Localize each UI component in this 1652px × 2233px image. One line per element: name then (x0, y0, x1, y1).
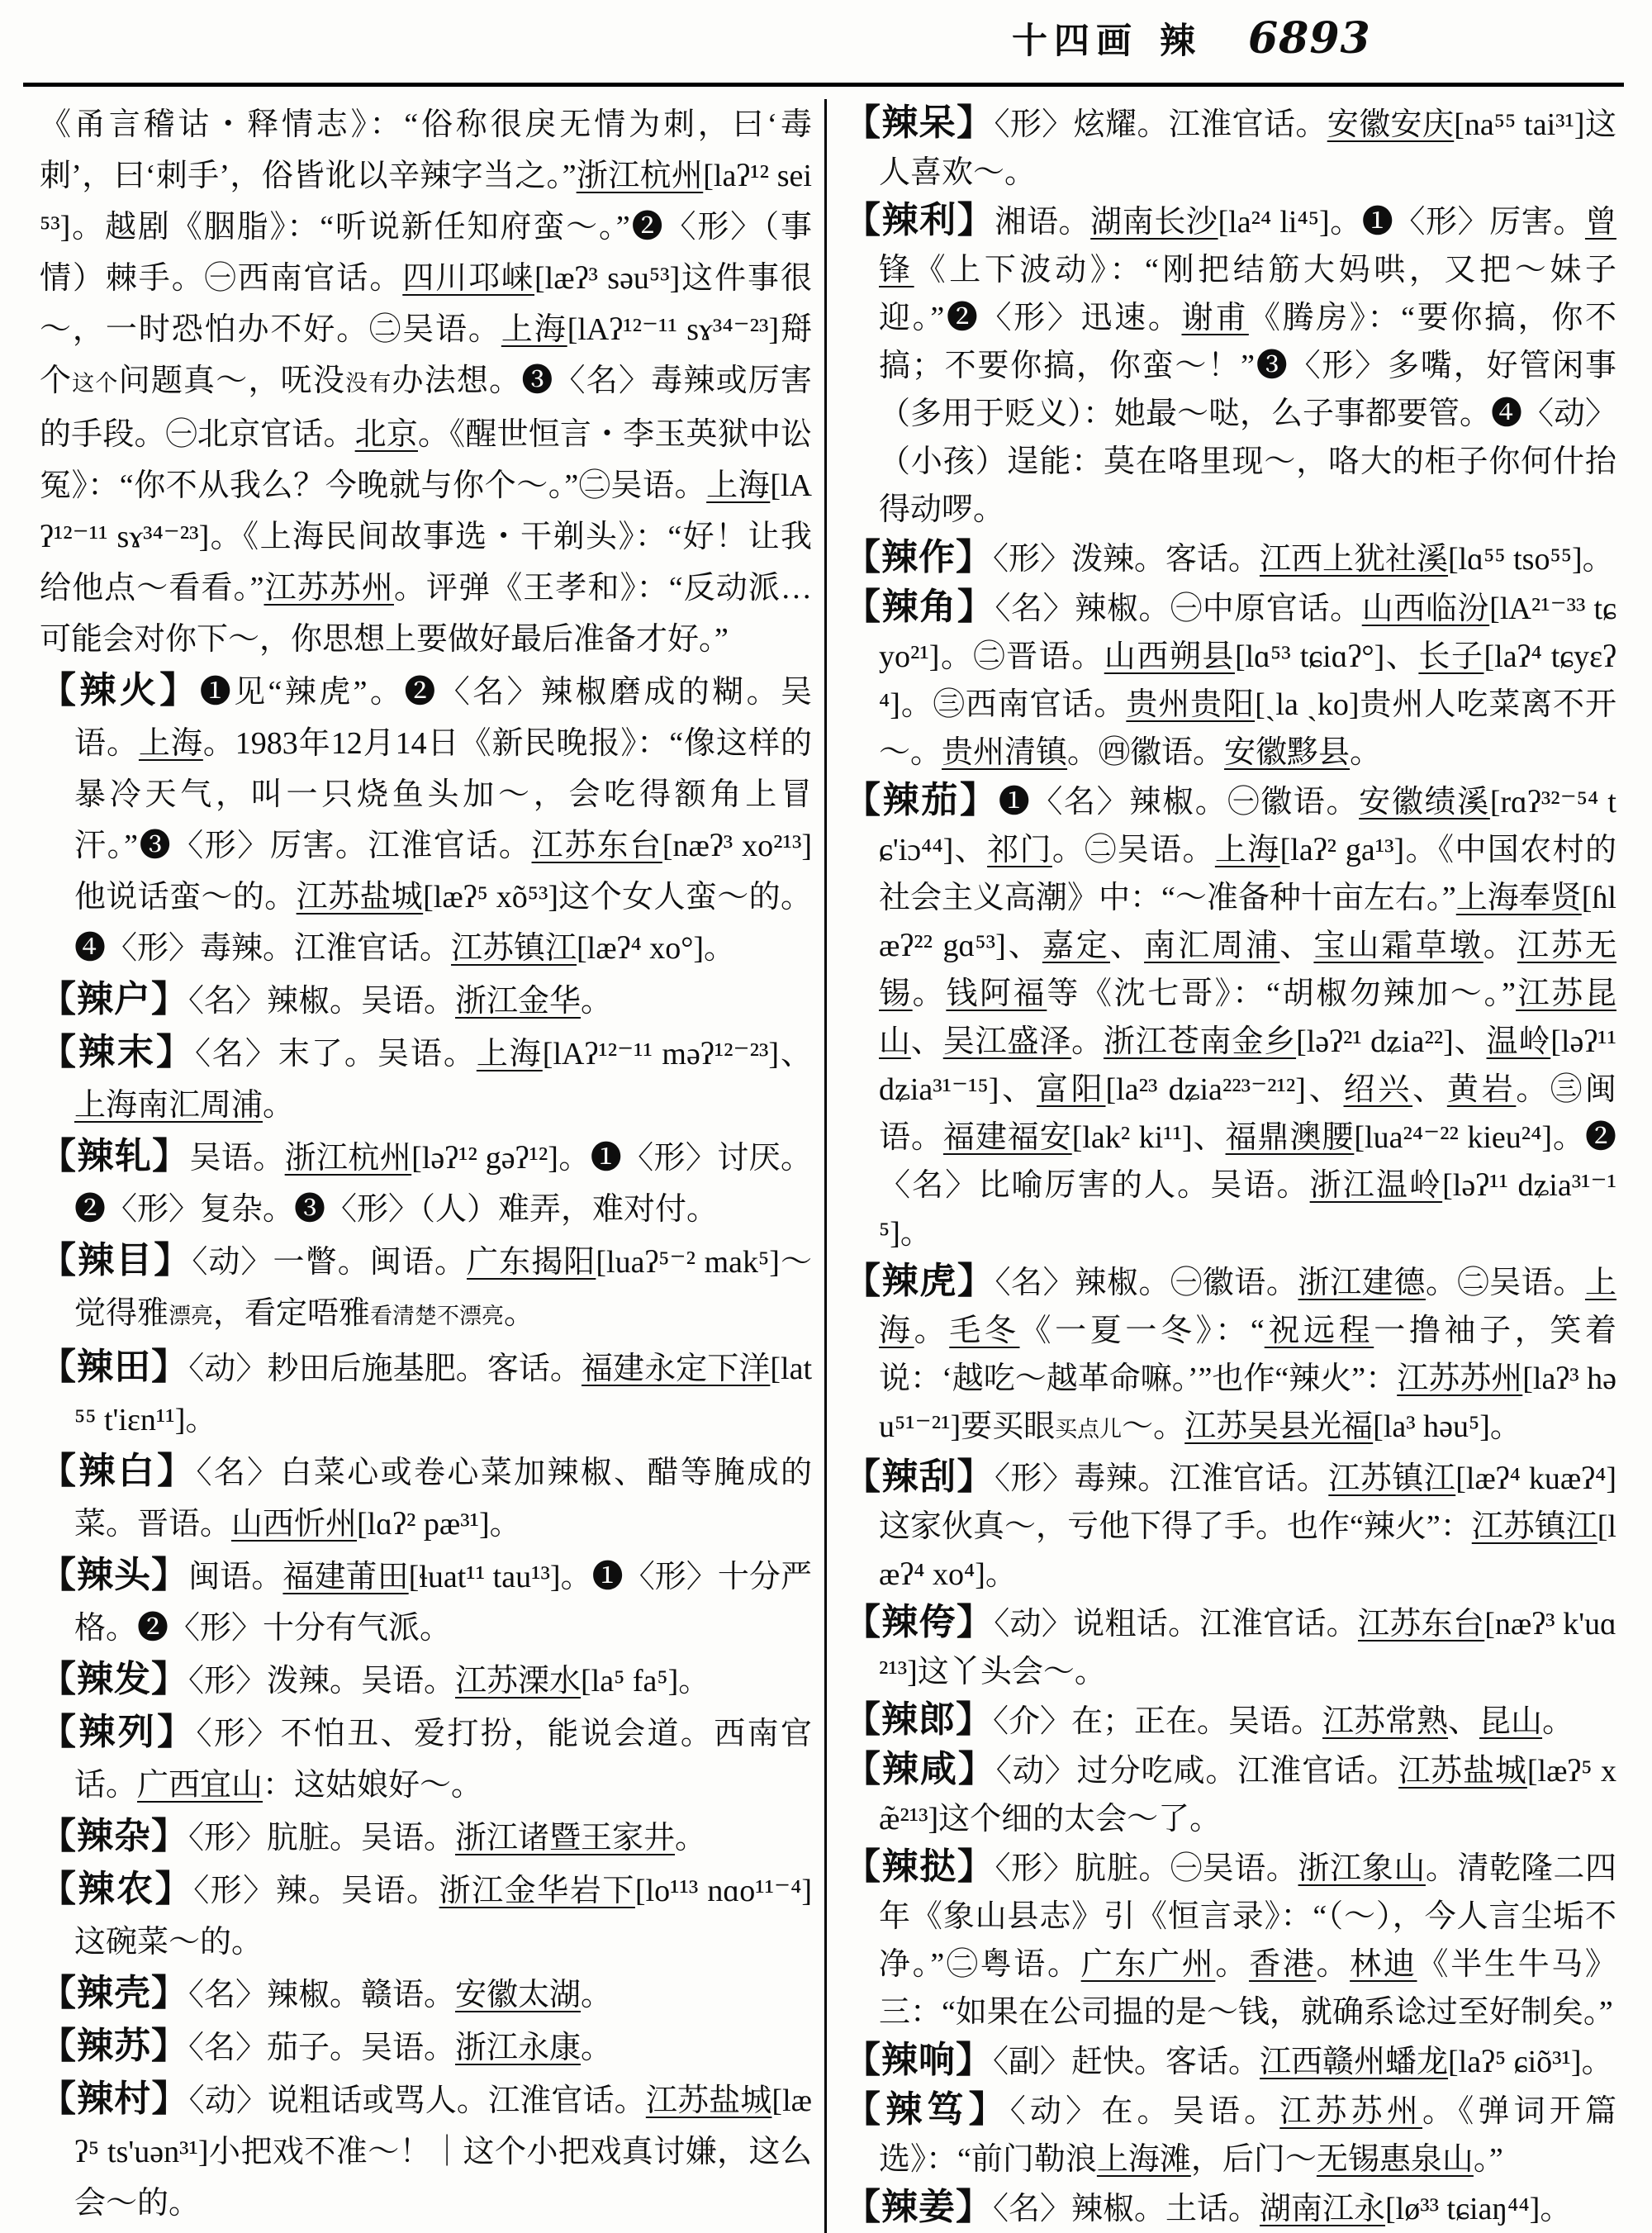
left-column (40, 99, 812, 2233)
entry-body: 〈介〉在；正在。吴语。江苏常熟、昆山。 (993, 1704, 1574, 1739)
entry-headword: 【辣村】 (40, 2079, 189, 2119)
entry-headword: 【辣郎】 (844, 1699, 993, 1740)
entry-body: 〈动〉在。吴语。江苏苏州。《弹词开篇选》：“前门勒浪上海滩，后门～无锡惠泉山。” (879, 2094, 1616, 2177)
page-number: 6893 (1248, 13, 1371, 64)
entry-headword: 【辣白】 (40, 1451, 197, 1491)
entry-headword: 【辣农】 (40, 1869, 194, 1909)
entry-headword: 【辣苏】 (40, 2026, 188, 2066)
entry-headword: 【辣户】 (40, 979, 188, 1019)
entry-body: 〈名〉辣椒。土话。湖南江永[lø³³ tɕiaŋ⁴⁴]。 (993, 2192, 1572, 2226)
entry-body: 〈形〉不怕丑、爱打扮，能说会道。西南官话。广西宜山：这姑娘好～。 (74, 1717, 812, 1803)
entry-headword: 【辣轧】 (40, 1136, 190, 1176)
entry-headword: 【辣发】 (40, 1659, 188, 1699)
entry-body: 《甬言稽诂・释情志》：“俗称很戾无情为刺，曰‘毒刺’，曰‘刺手’，俗皆讹以辛辣字当之。”浙江杭州[laʔ¹² sei⁵³]。越剧《胭脂》：“听说新任知府蛮～。”❷〈形〉（事情）棘手。㊀西南官话。四川邛崃[læʔ³ səu⁵³]这件事很～，一时恐怕办不好。㊁吴语。上海[lAʔ¹²⁻¹¹ sɤ³⁴⁻²³]搿个这个问题真～，呒没没有办法想。❸〈名〉毒辣或厉害的手段。㊀北京官话。北京。《醒世恒言・李玉英狱中讼冤》：“你不从我么？今晚就与你个～。”㊁吴语。上海[lAʔ¹²⁻¹¹ sɤ³⁴⁻²³]。《上海民间故事选・干剃头》：“好！让我给他点～看看。”江苏苏州。评弹《王孝和》：“反动派…可能会对你下～，你思想上要做好最后准备才好。” (40, 107, 812, 657)
entry-body: 〈形〉毒辣。江淮官话。江苏镇江[læʔ⁴ kuæʔ⁴]这家伙真～，亏他下得了手。也作“辣火”：江苏镇江[læʔ⁴ xo⁴]。 (879, 1461, 1616, 1592)
dictionary-entry (844, 1746, 1616, 1843)
section-character: 辣 (1160, 22, 1197, 61)
entry-headword: 【辣角】 (844, 587, 995, 627)
entry-body: 〈形〉炫耀。江淮官话。安徽安庆[na⁵⁵ tai³¹]这人喜欢～。 (879, 107, 1616, 190)
column-divider (824, 99, 827, 2233)
page-header (1012, 13, 1371, 64)
dictionary-entry (40, 1446, 812, 1550)
dictionary-entry (844, 1257, 1616, 1453)
entry-body: 湘语。湖南长沙[la²⁴ li⁴⁵]。❶〈形〉厉害。曾锋《上下波动》：“刚把结筋大妈哄，又把～妹子迎。”❷〈形〉迅速。谢甫《腾房》：“要你搞，你不搞；不要你搞，你蛮～！”❸〈形〉多嘴，好管闲事（多用于贬义）：她最～哒，么子事都要管。❹〈动〉（小孩）逞能：莫在咯里现～，咯大的柜子你何什抬得动啰。 (879, 205, 1617, 527)
entry-headword: 【辣壳】 (40, 1973, 188, 2013)
dictionary-columns (40, 99, 1626, 2233)
dictionary-entry (844, 1696, 1616, 1746)
entry-headword: 【辣利】 (844, 200, 995, 240)
entry-body: 〈动〉耖田后施基肥。客话。福建永定下洋[lat⁵⁵ t'iɛn¹¹]。 (74, 1352, 812, 1437)
stroke-section-label: 十四画 (1012, 22, 1138, 61)
dictionary-entry (844, 534, 1616, 583)
right-column (844, 99, 1616, 2233)
entry-headword: 【辣虎】 (844, 1261, 995, 1301)
entry-body: ❶见“辣虎”。❷〈名〉辣椒磨成的糊。吴语。上海。1983年12月14日《新民晚报》：“像这样的暴冷天气，叫一只烧鱼头加～，会吃得额角上冒汗。”❸〈形〉厉害。江淮官话。江苏东台[næʔ³ xo²¹³]他说话蛮～的。江苏盐城[læʔ⁵ xõ⁵³]这个女人蛮～的。❹〈形〉毒辣。江淮官话。江苏镇江[læʔ⁴ xo°]。 (74, 675, 813, 966)
dictionary-entry (40, 2074, 812, 2229)
dictionary-entry (40, 1968, 812, 2021)
entry-headword: 【辣目】 (40, 1240, 192, 1280)
entry-body: 〈形〉肮脏。吴语。浙江诸暨王家井。 (188, 1821, 707, 1855)
entry-body: 闽语。福建莆田[ɬuat¹¹ tau¹³]。❶〈形〉十分严格。❷〈形〉十分有气派。 (74, 1560, 812, 1646)
entry-headword: 【辣咸】 (844, 1749, 996, 1789)
entry-headword: 【辣姜】 (844, 2187, 993, 2227)
dictionary-entry (40, 1707, 812, 1811)
entry-headword: 【辣侉】 (844, 1602, 995, 1642)
entry-body: 〈名〉辣椒。㊀中原官话。山西临汾[lA²¹⁻³³ tɕyo²¹]。㊁晋语。山西朔县[lɑ⁵³ tɕiɑʔ°]、长子[laʔ⁴ tɕyɛʔ⁴]。㊂西南官话。贵州贵阳[ˏla ˏko]贵州人吃菜离不开～。贵州清镇。㊃徽语。安徽黟县。 (879, 592, 1616, 770)
dictionary-entry (844, 197, 1616, 534)
dictionary-entry (844, 2183, 1616, 2233)
entry-body: 〈名〉辣椒。吴语。浙江金华。 (188, 984, 613, 1019)
entry-body: 〈动〉说粗话或骂人。江淮官话。江苏盐城[læʔ⁵ ts'uən³¹]小把戏不准～！｜这个小把戏真讨嫌，这么会～的。 (74, 2083, 812, 2221)
dictionary-entry (844, 1453, 1616, 1599)
entry-headword: 【辣田】 (40, 1347, 189, 1387)
entry-body: 〈动〉一瞥。闽语。广东揭阳[luaʔ⁵⁻² mak⁵]～觉得雅漂亮，看定唔雅看清楚不漂亮。 (74, 1245, 812, 1331)
entry-body: 〈形〉辣。吴语。浙江金华岩下[lo¹¹³ nɑo¹¹⁻⁴]这碗菜～的。 (74, 1874, 812, 1960)
entry-headword: 【辣笃】 (844, 2089, 1010, 2130)
entry-body: 〈动〉过分吃咸。江淮官话。江苏盐城[læʔ⁵ xæ̃²¹³]这个细的太会～了。 (879, 1754, 1616, 1836)
entry-headword: 【辣响】 (844, 2040, 993, 2080)
entry-body: ❶〈名〉辣椒。㊀徽语。安徽绩溪[rɑʔ³²⁻⁵⁴ tɕ'iɔ⁴⁴]、祁门。㊁吴语。上海[laʔ² ga¹³]。《中国农村的社会主义高潮》中：“～准备种十亩左右。”上海奉贤[ɦlæʔ²² gɑ⁵³]、嘉定、南汇周浦、宝山霜草墩。江苏无锡。钱阿福等《沈七哥》：“胡椒勿辣加～。”江苏昆山、吴江盛泽。浙江苍南金乡[ləʔ²¹ dʑia²²]、温岭[ləʔ¹¹ dʑia³¹⁻¹⁵]、富阳[la²³ dʑia²²³⁻²¹²]、绍兴、黄岩。㊂闽语。福建福安[lak² ki¹¹]、福鼎澳腰[lua²⁴⁻²² kieu²⁴]。❷〈名〉比喻厉害的人。吴语。浙江温岭[ləʔ¹¹ dʑia³¹⁻¹⁵]。 (879, 785, 1616, 1251)
entry-headword: 【辣火】 (40, 670, 200, 710)
entry-headword: 【辣列】 (40, 1712, 197, 1752)
dictionary-entry (40, 1811, 812, 1864)
entry-body: 〈形〉肮脏。㊀吴语。浙江象山。清乾隆二四年《象山县志》引《恒言录》：“（～），今人言尘垢不净。”㊁粤语。广东广州。香港。林迪《半生牛马》三：“如果在公司揾的是～钱，就确系谂过至好制矣。” (879, 1851, 1616, 2030)
dictionary-entry (844, 777, 1616, 1257)
continued-entry (40, 99, 812, 665)
entry-body: 〈动〉说粗话。江淮官话。江苏东台[næʔ³ k'uɑ²¹³]这丫头会～。 (879, 1607, 1617, 1689)
dictionary-entry (844, 99, 1616, 197)
entry-headword: 【辣头】 (40, 1555, 189, 1595)
entry-body: 〈名〉白菜心或卷心菜加辣椒、醋等腌成的菜。晋语。山西忻州[lɑʔ² pæ³¹]。 (74, 1456, 812, 1542)
dictionary-entry (40, 665, 812, 974)
dictionary-entry (40, 2021, 812, 2074)
dictionary-entry (844, 2036, 1616, 2086)
entry-headword: 【辣挞】 (844, 1846, 995, 1887)
dictionary-entry (40, 1027, 812, 1131)
entry-body: 〈名〉辣椒。㊀徽语。浙江建德。㊁吴语。上海。毛冬《一夏一冬》：“祝远程一撸袖子，笑着说：‘越吃～越革命嘛。’”也作“辣火”：江苏苏州[laʔ³ həu⁵¹⁻²¹]要买眼买点儿～。江苏吴县光福[la³ həu⁵]。 (879, 1266, 1616, 1444)
entry-body: 吴语。浙江杭州[ləʔ¹² gəʔ¹²]。❶〈形〉讨厌。❷〈形〉复杂。❸〈形〉（人）难弄，难对付。 (74, 1141, 812, 1227)
entry-body: 〈副〉赶快。客话。江西赣州蟠龙[laʔ⁵ ɕiõ³¹]。 (993, 2045, 1613, 2079)
entry-headword: 【辣末】 (40, 1032, 195, 1072)
entry-headword: 【辣呆】 (844, 102, 995, 143)
entry-headword: 【辣茄】 (844, 780, 999, 820)
dictionary-entry (40, 1131, 812, 1235)
entry-headword: 【辣作】 (844, 537, 993, 577)
header-rule (23, 83, 1624, 87)
entry-body: 〈名〉茄子。吴语。浙江永康。 (188, 2031, 613, 2065)
dictionary-entry (844, 583, 1616, 777)
dictionary-entry (844, 1599, 1616, 1696)
entry-body: 〈名〉辣椒。赣语。安徽太湖。 (188, 1978, 613, 2012)
entry-body: 〈形〉泼辣。客话。江西上犹社溪[lɑ⁵⁵ tso⁵⁵]。 (993, 542, 1614, 577)
entry-body: 〈形〉泼辣。吴语。江苏溧水[la⁵ fa⁵]。 (188, 1664, 710, 1699)
dictionary-entry (40, 1864, 812, 1968)
dictionary-entry (40, 1550, 812, 1654)
entry-headword: 【辣杂】 (40, 1816, 188, 1856)
entry-headword: 【辣刮】 (844, 1456, 995, 1497)
entry-body: 〈名〉末了。吴语。上海[lAʔ¹²⁻¹¹ məʔ¹²⁻²³]、上海南汇周浦。 (74, 1037, 812, 1123)
dictionary-entry (40, 974, 812, 1027)
dictionary-entry (40, 1654, 812, 1707)
dictionary-entry (844, 2086, 1616, 2183)
dictionary-entry (40, 1342, 812, 1446)
dictionary-entry (40, 1235, 812, 1342)
dictionary-entry (844, 1843, 1616, 2036)
